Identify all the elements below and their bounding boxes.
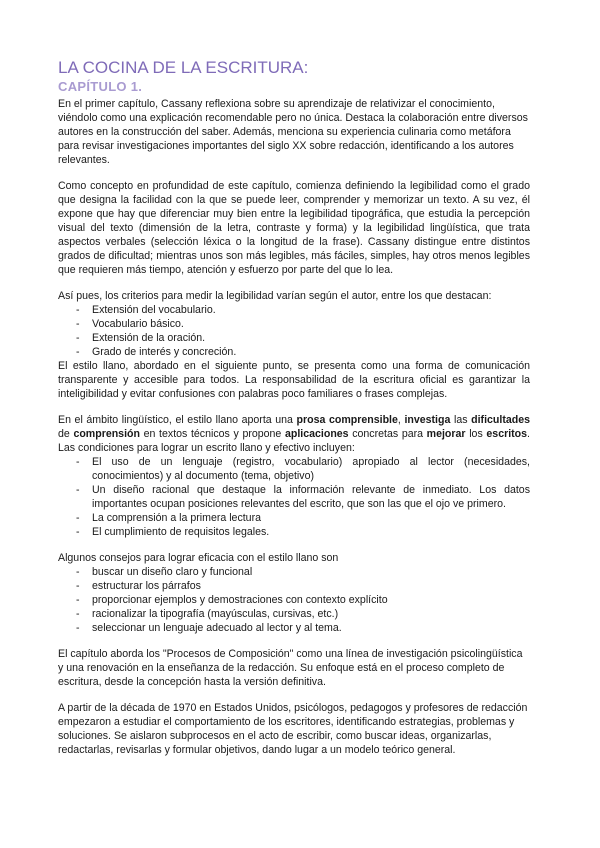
list-item: - Extensión del vocabulario. xyxy=(58,303,530,317)
document-page xyxy=(58,58,530,757)
paragraph-procesos-composicion: El capítulo aborda los "Procesos de Composición" como una línea de investigación psicolingüística y una renovación en la enseñanza de la redacción. Su enfoque está en el proceso completo de escritura, desde la concepción hasta la versión definitiva. xyxy=(58,648,523,688)
list-item: - La comprensión a la primera lectura xyxy=(58,511,530,525)
bold-term: dificultades xyxy=(471,414,530,426)
list-item: - racionalizar la tipografía (mayúsculas, cursivas, etc.) xyxy=(58,607,530,621)
paragraph-intro: En el primer capítulo, Cassany reflexiona sobre su aprendizaje de relativizar el conocimiento, viéndolo como una explicación recomendable pero no única. Destaca la colaboración entre diversos autores en la construcción del saber. Además, menciona su experiencia culinaria como metáfora para revisar investigaciones importantes del siglo XX sobre redacción, identificando a los autores relevantes. xyxy=(58,98,528,166)
list-item: - seleccionar un lenguaje adecuado al lector y al tema. xyxy=(58,621,530,635)
text-run: concretas para xyxy=(348,428,427,440)
list-item: - El cumplimiento de requisitos legales. xyxy=(58,525,530,539)
condiciones-list xyxy=(58,455,530,539)
list-item: - Un diseño racional que destaque la información relevante de inmediato. Los datos importantes ocupan posiciones relevantes del escrito, que son las que el ojo ve primero. xyxy=(58,483,530,511)
list-item: - Extensión de la oración. xyxy=(58,331,530,345)
text-run: de xyxy=(58,428,74,440)
chapter-heading: CAPÍTULO 1. xyxy=(58,79,143,94)
bold-term: escritos xyxy=(486,428,528,440)
paragraph-estilo-llano: El estilo llano, abordado en el siguiente punto, se presenta como una forma de comunicación transparente y accesible para todos. La responsabilidad de la escritura oficial es garantizar la inteligibilidad y evitar confusiones con palabras poco familiares o frases complejas. xyxy=(58,360,530,400)
criterios-list xyxy=(58,303,530,359)
bold-term: mejorar xyxy=(426,428,466,440)
bold-term: investiga xyxy=(404,414,451,426)
consejos-list xyxy=(58,565,530,635)
text-run: . Las condiciones para lograr un escrito llano y efectivo incluyen: xyxy=(58,428,530,454)
bold-term: aplicaciones xyxy=(284,428,349,440)
bold-term: prosa comprensible xyxy=(296,414,398,426)
text-run: en textos técnicos y propone xyxy=(139,428,285,440)
paragraph-criterios-intro: Así pues, los criterios para medir la legibilidad varían según el autor, entre los que destacan: xyxy=(58,290,492,302)
paragraph-decada-1970: A partir de la década de 1970 en Estados Unidos, psicólogos, pedagogos y profesores de redacción empezaron a estudiar el comportamiento de los escritores, identificando estrategias, problemas y soluciones. Se aislaron subprocesos en el acto de escribir, como buscar ideas, organizarlas, redactarlas, revisarlas y formular objetivos, dando lugar a un modelo teórico general. xyxy=(58,702,528,756)
text-run: los xyxy=(465,428,487,440)
text-run: , xyxy=(397,414,405,426)
list-item: - proporcionar ejemplos y demostraciones con contexto explícito xyxy=(58,593,530,607)
list-item: - estructurar los párrafos xyxy=(58,579,530,593)
text-run: las xyxy=(450,414,472,426)
list-item: - Grado de interés y concreción. xyxy=(58,345,530,359)
bold-term: comprensión xyxy=(73,428,140,440)
text-run: En el ámbito lingüístico, el estilo llano aporta una xyxy=(58,414,297,426)
list-item: - El uso de un lenguaje (registro, vocabulario) apropiado al lector (necesidades, conocimientos) y al documento (tema, objetivo) xyxy=(58,455,530,483)
list-item: - buscar un diseño claro y funcional xyxy=(58,565,530,579)
paragraph-legibilidad: Como concepto en profundidad de este capítulo, comienza definiendo la legibilidad como el grado que designa la facilidad con la que se puede leer, comprender y memorizar un texto. A su vez, él expone que hay que diferenciar muy bien entre la legibilidad tipográfica, que estudia la percepción visual del texto (dimensión de la letra, contraste y forma) y la legibilidad lingüística, que trata aspectos verbales (selección léxica o la longitud de la frase). Cassany distingue entre distintos grados de dificultad; mientras unos son más legibles, más fáciles, simples, hay otros menos legibles que requieren más tiempo, atención y esfuerzo por parte del que lo lea. xyxy=(58,180,530,276)
list-item: - Vocabulario básico. xyxy=(58,317,530,331)
paragraph-ambito-linguistico xyxy=(58,413,530,455)
document-title: LA COCINA DE LA ESCRITURA: xyxy=(58,58,309,77)
paragraph-consejos-intro: Algunos consejos para lograr eficacia con el estilo llano son xyxy=(58,552,339,564)
